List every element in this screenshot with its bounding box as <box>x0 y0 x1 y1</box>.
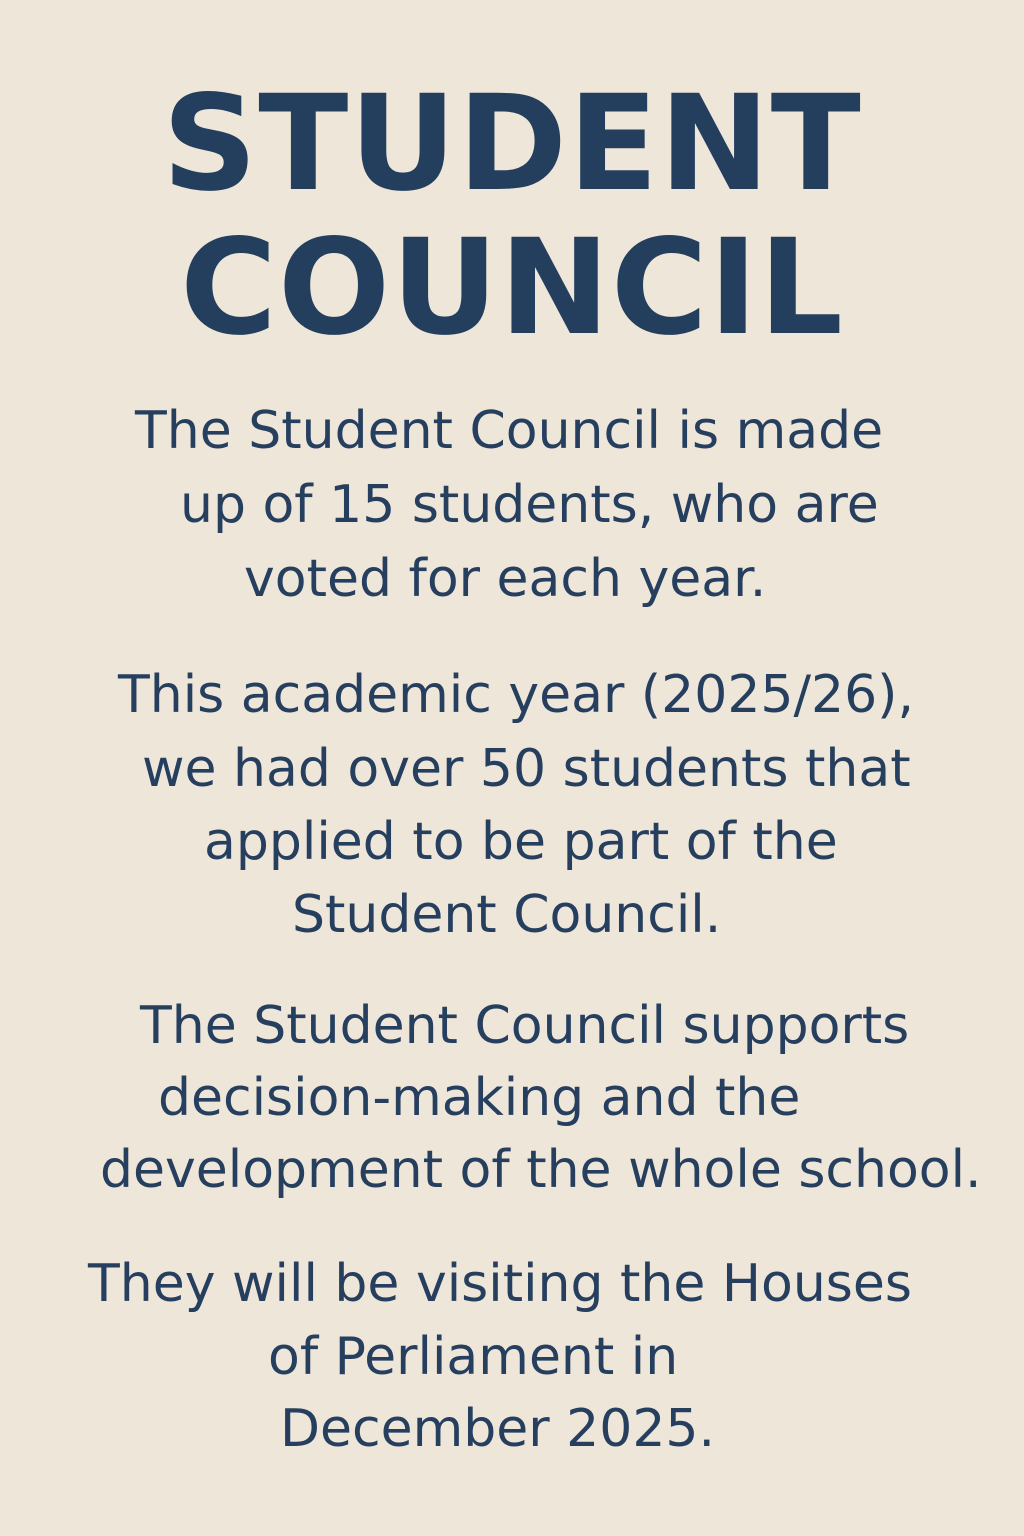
paragraph-line: decision-making and the <box>158 1068 801 1128</box>
title-line-1: STUDENT <box>162 67 862 221</box>
paragraph-line: December 2025. <box>280 1399 716 1459</box>
paragraph-line: applied to be part of the <box>204 812 838 872</box>
paragraph-line: They will be visiting the Houses <box>88 1254 912 1314</box>
paragraph-line: up of 15 students, who are <box>180 475 879 535</box>
paragraph-line: Student Council. <box>292 885 722 945</box>
paragraph-line: voted for each year. <box>244 549 767 609</box>
paragraph-line: This academic year (2025/26), <box>118 665 914 725</box>
paragraph-line: of Perliament in <box>268 1327 679 1387</box>
title-line-2: COUNCIL <box>180 211 844 365</box>
paragraph-line: The Student Council is made <box>135 401 884 461</box>
paragraph-line: The Student Council supports <box>140 996 910 1056</box>
paragraph-line: development of the whole school. <box>100 1140 982 1200</box>
paragraph-line: we had over 50 students that <box>142 739 911 799</box>
